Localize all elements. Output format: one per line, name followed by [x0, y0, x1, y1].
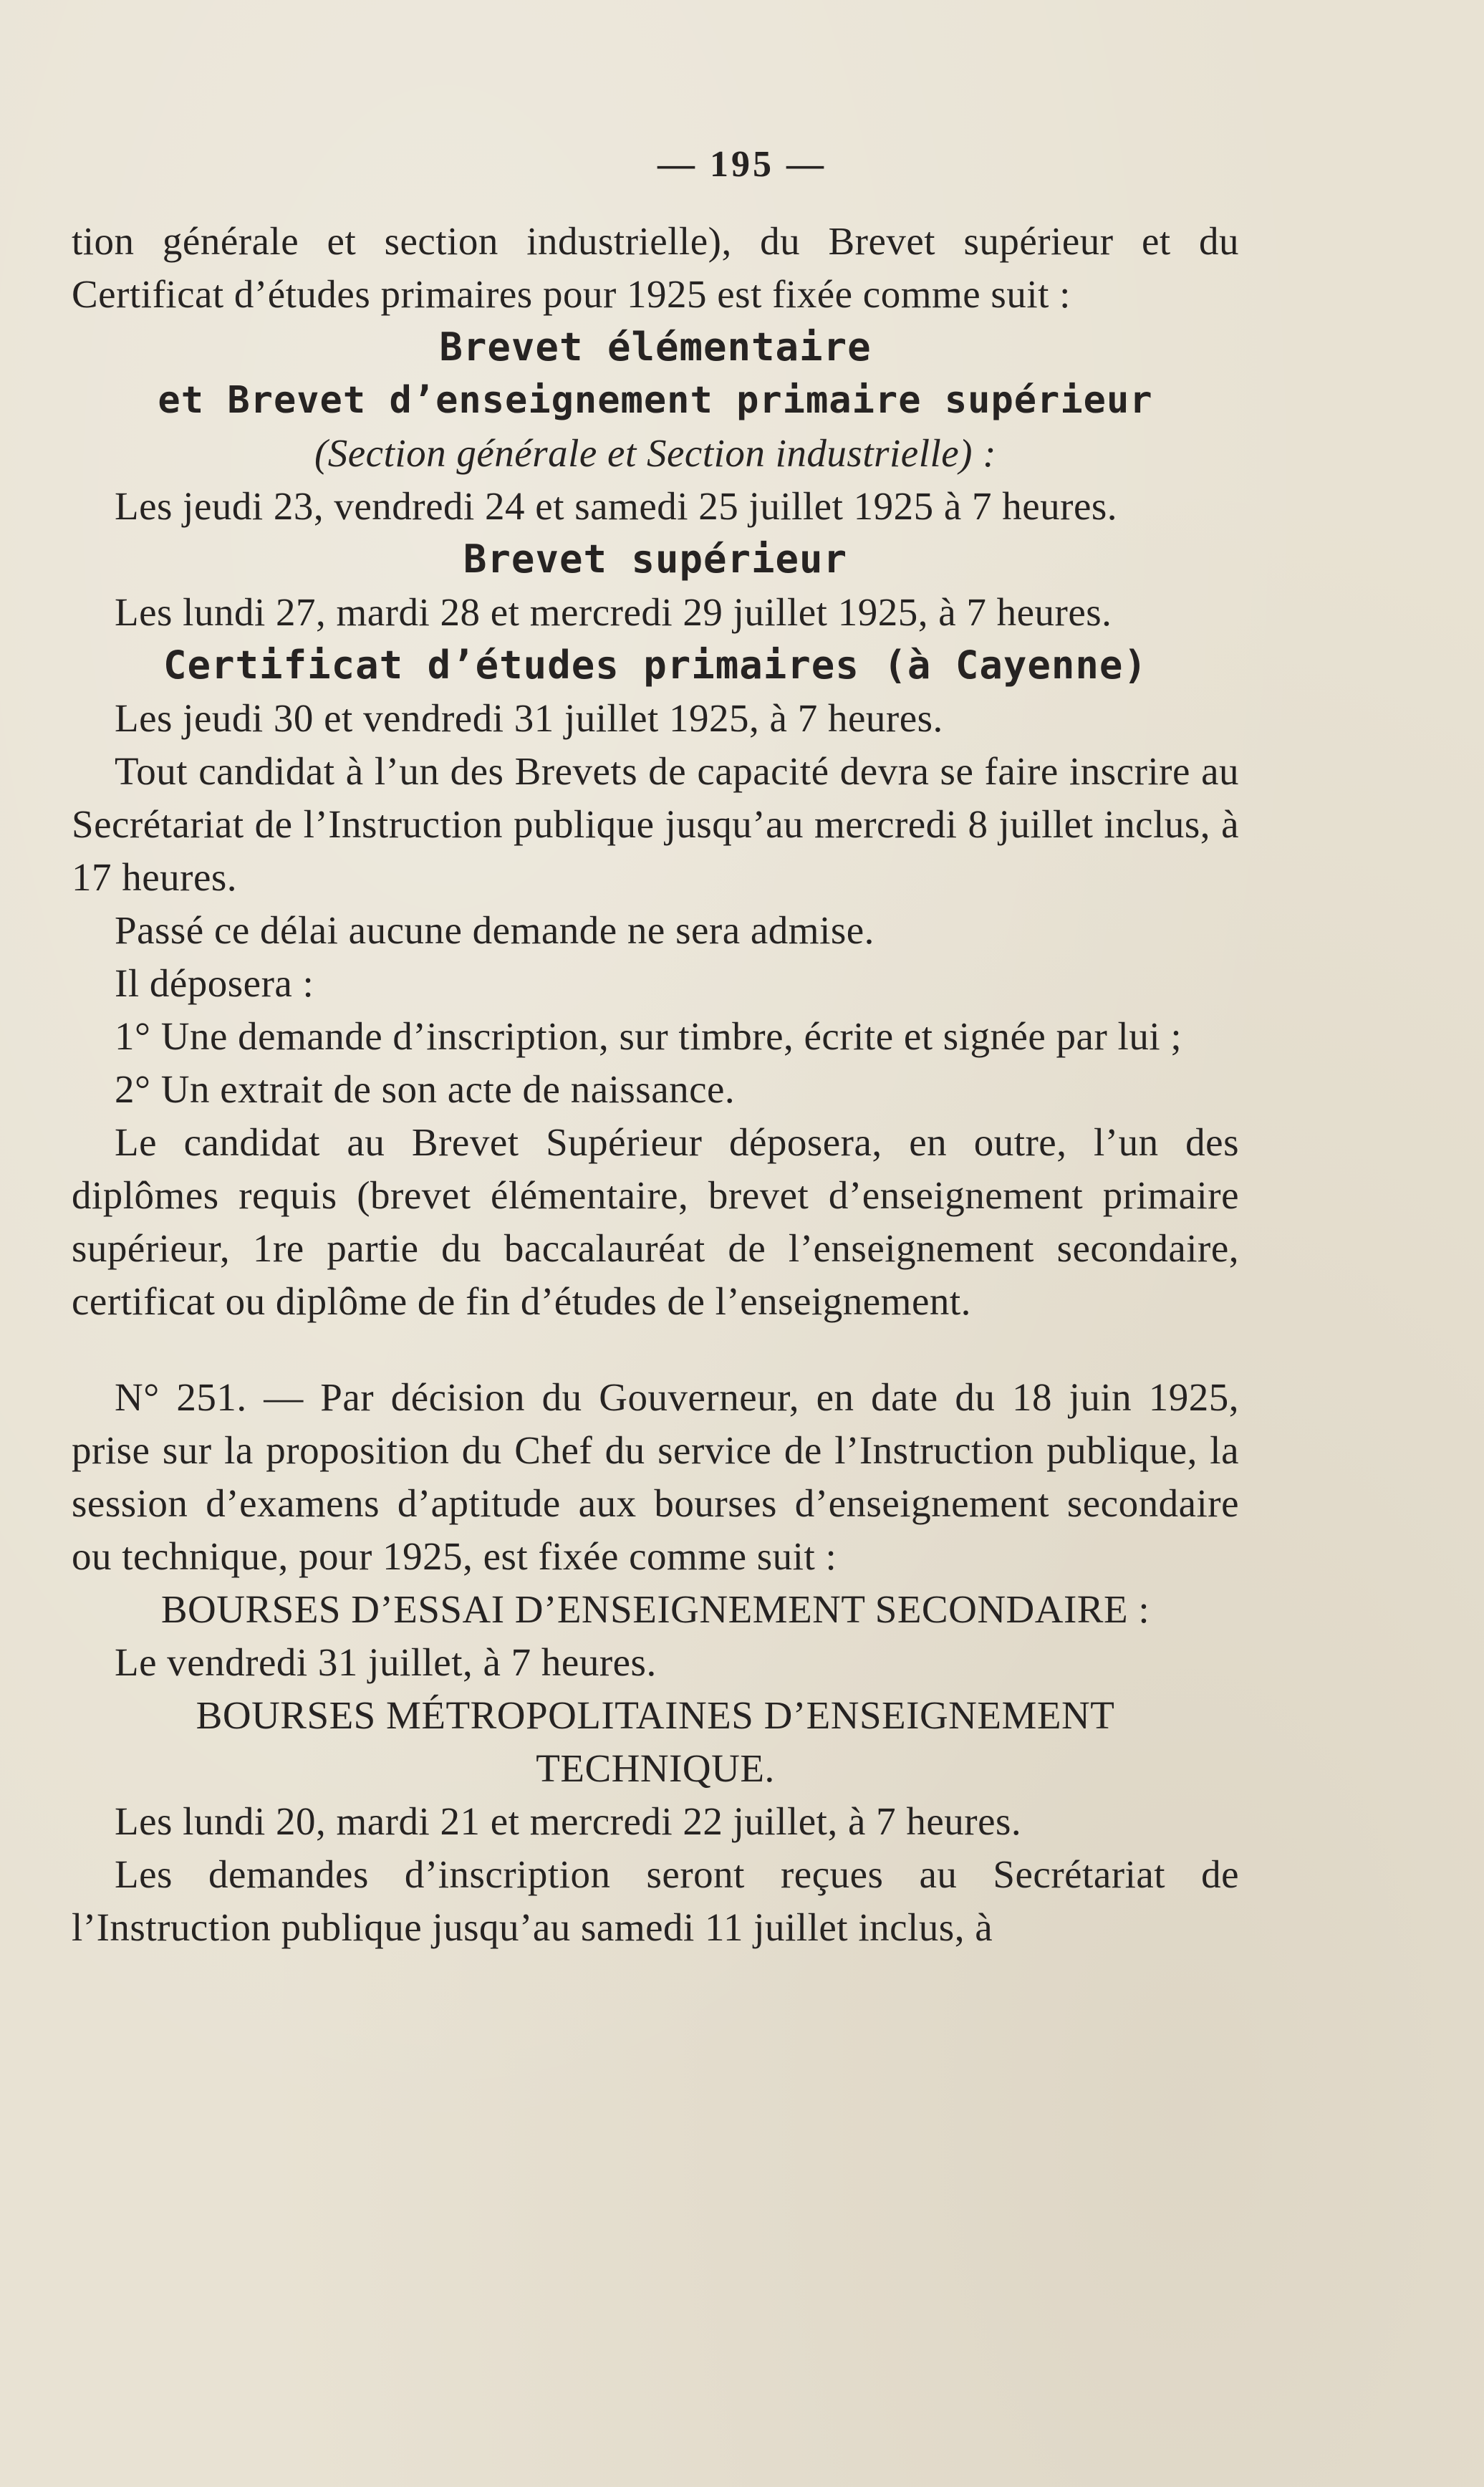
page-number: — 195 —	[657, 144, 827, 185]
paragraph-brevet-superieur-diplomes: Le candidat au Brevet Supérieur déposera, en outre, l’un des diplômes requis (brevet élémentaire, brevet d’enseignement primaire supérieur, 1re partie du baccalauréat de l’enseignement secondaire, certificat ou diplôme de fin d’études de l’enseignement.	[72, 1120, 1239, 1323]
paragraph-dates-certificat: Les jeudi 30 et vendredi 31 juillet 1925, à 7 heures.	[115, 696, 943, 740]
paragraph-intro: tion générale et section industrielle), du Brevet supérieur et du Certificat d’études primaires pour 1925 est fixée comme suit :	[72, 219, 1239, 316]
paragraph-demandes-inscription: Les demandes d’inscription seront reçues au Secrétariat de l’Instruction publique jusqu’au samedi 11 juillet inclus, à	[72, 1852, 1239, 1949]
body-text	[72, 215, 1239, 1954]
heading-bourses-essai: BOURSES D’ESSAI D’ENSEIGNEMENT SECONDAIRE :	[160, 1587, 1150, 1631]
paragraph-decision-251: N° 251. — Par décision du Gouverneur, en date du 18 juin 1925, prise sur la proposition du Chef du service de l’Instruction publique, la session d’examens d’aptitude aux bourses d’enseignement secondaire ou technique, pour 1925, est fixée comme suit :	[72, 1375, 1239, 1578]
heading-brevet-eps: et Brevet d’enseignement primaire supérieur	[158, 379, 1153, 422]
heading-bourses-metropolitaines: BOURSES MÉTROPOLITAINES D’ENSEIGNEMENT	[196, 1693, 1115, 1737]
paragraph-dates-superieur: Les lundi 27, mardi 28 et mercredi 29 juillet 1925, à 7 heures.	[115, 590, 1112, 634]
heading-brevet-superieur: Brevet supérieur	[463, 537, 848, 582]
paragraph-dates-elementaire: Les jeudi 23, vendredi 24 et samedi 25 juillet 1925 à 7 heures.	[115, 484, 1118, 528]
heading-brevet-elementaire: Brevet élémentaire	[439, 324, 872, 370]
heading-certificat: Certificat d’études primaires (à Cayenne)	[163, 643, 1147, 688]
paragraph-item-1: 1° Une demande d’inscription, sur timbre, écrite et signée par lui ;	[115, 1014, 1182, 1058]
paragraph-delai: Passé ce délai aucune demande ne sera admise.	[115, 908, 874, 952]
paragraph-date-bourses-essai: Le vendredi 31 juillet, à 7 heures.	[115, 1640, 657, 1684]
subheading-sections: (Section générale et Section industrielle) :	[314, 431, 997, 475]
paragraph-dates-bourses-metro: Les lundi 20, mardi 21 et mercredi 22 juillet, à 7 heures.	[115, 1799, 1022, 1843]
paragraph-item-2: 2° Un extrait de son acte de naissance.	[115, 1067, 736, 1111]
section-gap	[72, 1328, 1239, 1371]
paragraph-deposera: Il déposera :	[115, 961, 314, 1005]
paragraph-inscription: Tout candidat à l’un des Brevets de capacité devra se faire inscrire au Secrétariat de l’Instruction publique jusqu’au mercredi 8 juillet inclus, à 17 heures.	[72, 749, 1239, 899]
heading-technique: TECHNIQUE.	[536, 1746, 775, 1790]
